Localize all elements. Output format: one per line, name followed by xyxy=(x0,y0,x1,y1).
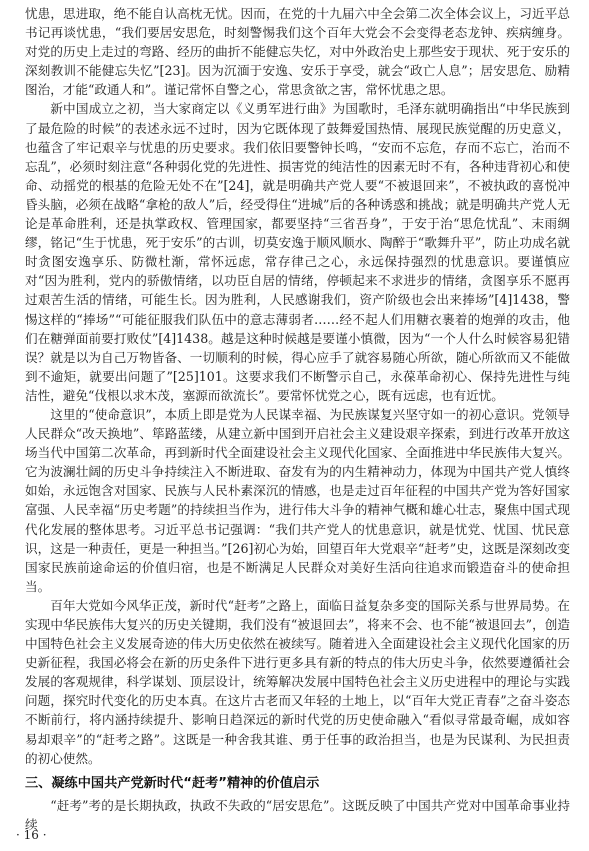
page-number: · 16 · xyxy=(16,828,47,842)
paragraph-4: 百年大党如今风华正茂，新时代“赶考”之路上，面临日益复杂多变的国际关系与世界局势。在实现中华民族伟大复兴的历史关键期，我们没有“被退回去”，将来不会、也不能“被退回去”，创造中国特色社会主义发展奇迹的伟大历史依然在被续写。随着进入全面建设社会主义现代化国家的历史新征程，我国必将会在新的历史条件下进行更多具有新的特点的伟大历史斗争，依然要遵循社会发展的客观规律，科学谋划、顶层设计，统筹解决发展中国特色社会主义历史进程中的理论与实践问题，探究时代变化的历史本真。在这片古老而又年轻的土地上，以“百年大党正青春”之奋斗姿态不断前行，将内涵持续提升、影响日趋深远的新时代党的历史使命融入“看似寻常最奇崛，成如容易却艰辛”的“赶考之路”。这既是一种舍我其谁、勇于任事的政治担当，也是为民谋利、为民担责的初心使然。 xyxy=(25,597,570,766)
paragraph-2: 新中国成立之初，当大家商定以《义勇军进行曲》为国歌时，毛泽东就明确指出“中华民族到了最危险的时候”的表述永远不过时，因为它既体现了鼓舞爱国热情、展现民族觉醒的历史意义，也蕴含了牢记艰辛与忧患的历史要求。我们依旧要警钟长鸣，“安而不忘危，存而不忘亡，治而不忘乱”，必须时刻注意“各种弱化党的先进性、损害党的纯洁性的因素无时不有，各种违背初心和使命、动摇党的根基的危险无处不在”[24]，就是明确共产党人要“不被退回来”，不被执政的喜悦冲昏头脑，必须在战略“拿枪的敌人”后，经受得住“进城”后的各种诱惑和挑战；就是明确共产党人无论是革命胜利，还是执掌政权、管理国家，都要坚持“三省吾身”，于安于治“思危忧乱”、末雨绸缪，铭记“生于忧患，死于安乐”的古训，切莫安逸于顺风顺水、陶醉于“歌舞升平”，防止功成名就时贪图安逸享乐、防微杜渐，常怀远虑，常存律己之心，永远保持强烈的忧患意识。要谨慎应对“因为胜利，党内的骄傲情绪，以功臣自居的情绪，停顿起来不求进步的情绪，贪图享乐不愿再过艰苦生活的情绪，可能生长。因为胜利，人民感谢我们，资产阶级也会出来捧场”[4]1438，警惕这样的“捧场”“可能征服我们队伍中的意志薄弱者……经不起人们用糖衣裹着的炮弹的攻击，他们在糖弹面前要打败仗”[4]1438。越是这种时候越是要谨小慎微，因为“一个人什么时候容易犯错误？就是以为自己万物皆备、一切顺利的时候，得心应手了就容易随心所欲，随心所欲而又不能做到不逾矩，就要出问题了”[25]101。这要求我们不断警示自己，永葆革命初心、保持先进性与纯洁性，避免“伐根以求木茂，塞源而欲流长”。要常怀忧党之心，既有远虑，也有近忧。 xyxy=(25,101,570,403)
paragraph-3: 这里的“使命意识”，本质上即是党为人民谋幸福、为民族谋复兴坚守如一的初心意识。党领导人民群众“改天换地”、筚路蓝缕，从建立新中国到开启社会主义建设艰辛探索，到进行改革开放这场当代中国第二次革命，再到新时代全面建设社会主义现代化国家、全面推进中华民族伟大复兴。它为波澜壮阔的历史斗争持续注入不断进取、奋发有为的内生精神动力，体现为中国共产党人慎终如始，永远饱含对国家、民族与人民朴素深沉的情感，也是走过百年征程的中国共产党为答好国家富强、人民幸福“历史考题”的持续担当作为，进行伟大斗争的精神气概和雄心壮志，聚焦中国式现代化发展的整体思考。习近平总书记强调：“我们共产党人的忧患意识，就是忧党、忧国、忧民意识，这是一种责任，更是一种担当。”[26]初心为始，回望百年大党艰辛“赶考”史，这既是深刻改变国家民族前途命运的价值归宿，也是不断满足人民群众对美好生活向往追求而锻造奋斗的使命担当。 xyxy=(25,406,570,594)
section-heading: 三、凝练中国共产党新时代“赶考”精神的价值启示 xyxy=(25,775,320,791)
paragraph-1: 忧患，思进取，绝不能自认高枕无忧。因而，在党的十九届六中全会第二次全体会议上，习近平总书记再谈忧患，“我们要居安思危，时刻警惕我们这个百年大党会不会变得老态龙钟、疾病缠身。对党的历史上走过的弯路、经历的曲折不能健忘失忆，对中外政治史上那些安于现状、死于安乐的深刻教训不能健忘失忆”[23]。因为沉湎于安逸、安乐于享受，就会“政亡人息”；居安思危、励精图治，才能“政通人和”。谨记常怀自警之心，常思贪欲之害，常怀忧患之思。 xyxy=(25,6,570,98)
body-text xyxy=(25,4,570,834)
closing-paragraph: “赶考”考的是长期执政，执政不失政的“居安思危”。这既反映了中国共产党对中国革命事业持续 xyxy=(25,797,570,832)
